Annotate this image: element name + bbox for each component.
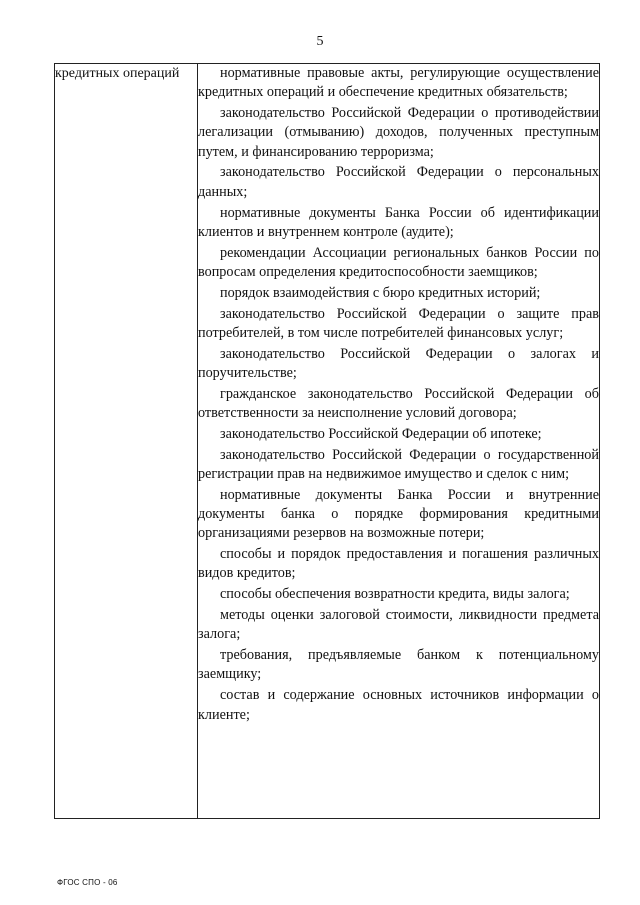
right-cell-content — [198, 64, 600, 819]
list-item: требования, предъявляемые банком к потенциальному заемщику; — [198, 647, 599, 683]
list-item: состав и содержание основных источников информации о клиенте; — [198, 687, 599, 723]
left-cell-label: кредитных операций — [55, 64, 198, 819]
list-item: нормативные документы Банка России и внутренние документы банка о порядке формирования кредитными организациями резервов на возможные потери; — [198, 486, 599, 542]
list-item: способы обеспечения возвратности кредита, виды залога; — [220, 586, 570, 603]
list-item: законодательство Российской Федерации о залогах и поручительстве; — [198, 345, 599, 381]
list-item: рекомендации Ассоциации региональных банков России по вопросам определения кредитоспособности заемщиков; — [198, 244, 599, 280]
list-item: порядок взаимодействия с бюро кредитных историй; — [220, 284, 541, 301]
list-item: гражданское законодательство Российской Федерации об ответственности за неисполнение условий договора; — [198, 385, 599, 422]
list-item: методы оценки залоговой стоимости, ликвидности предмета залога; — [198, 607, 599, 643]
list-item: законодательство Российской Федерации о государственной регистрации прав на недвижимое имущество и сделок с ним; — [198, 446, 599, 482]
list-item: законодательство Российской Федерации о защите прав потребителей, в том числе потребителей финансовых услуг; — [198, 305, 599, 341]
list-item: способы и порядок предоставления и погашения различных видов кредитов; — [198, 546, 599, 582]
table-row — [55, 64, 600, 819]
list-item: законодательство Российской Федерации об ипотеке; — [220, 425, 542, 442]
list-item: нормативные документы Банка России об идентификации клиентов и внутреннем контроле (аудите); — [198, 204, 599, 240]
content-table — [54, 63, 600, 819]
list-item: нормативные правовые акты, регулирующие осуществление кредитных операций и обеспечение кредитных обязательств; — [198, 65, 599, 101]
list-item: законодательство Российской Федерации о персональных данных; — [198, 164, 599, 200]
page-number: 5 — [316, 34, 324, 49]
footer-doc-code: ФГОС СПО - 06 — [57, 878, 118, 887]
list-item: законодательство Российской Федерации о противодействии легализации (отмыванию) доходов, полученных преступным путем, и финансированию терроризма; — [198, 105, 599, 160]
